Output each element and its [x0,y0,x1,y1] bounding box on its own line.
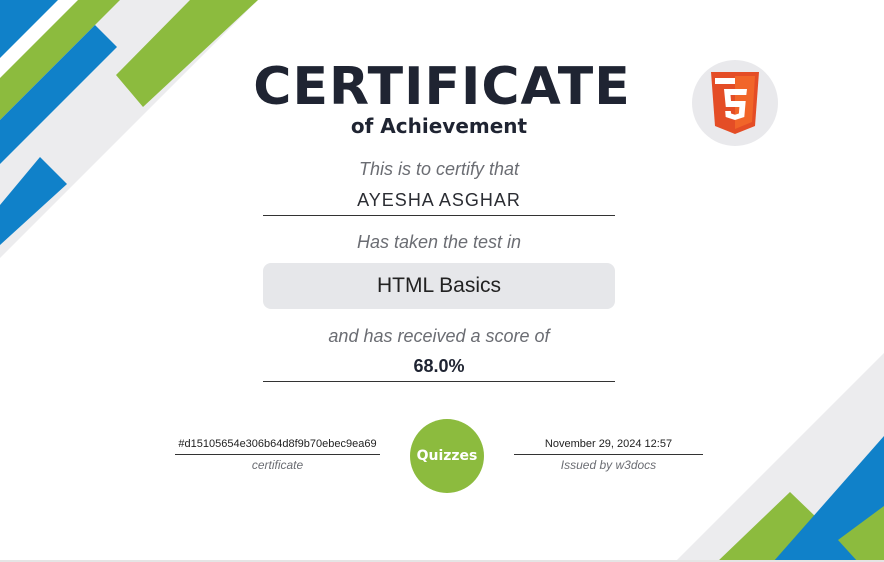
certificate-id: #d15105654e306b64d8f9b70ebec9ea69 [175,438,380,455]
test-text: Has taken the test in [356,232,522,252]
course-name: HTML Basics [263,263,615,309]
issue-date: November 29, 2024 12:57 [514,438,703,455]
certificate-title: CERTIFICATE [253,57,631,117]
score-value: 68.0% [263,356,615,382]
score-text: and has received a score of [328,326,550,346]
certificate-caption: certificate [251,458,304,472]
issuer-caption: Issued by w3docs [560,458,657,472]
recipient-name: AYESHA ASGHAR [263,190,615,216]
html5-icon [711,72,759,134]
certificate-subtitle: of Achievement [350,114,528,138]
quizzes-logo[interactable]: Quizzes [410,419,484,493]
html5-badge [692,60,778,146]
certify-text: This is to certify that [358,159,520,179]
